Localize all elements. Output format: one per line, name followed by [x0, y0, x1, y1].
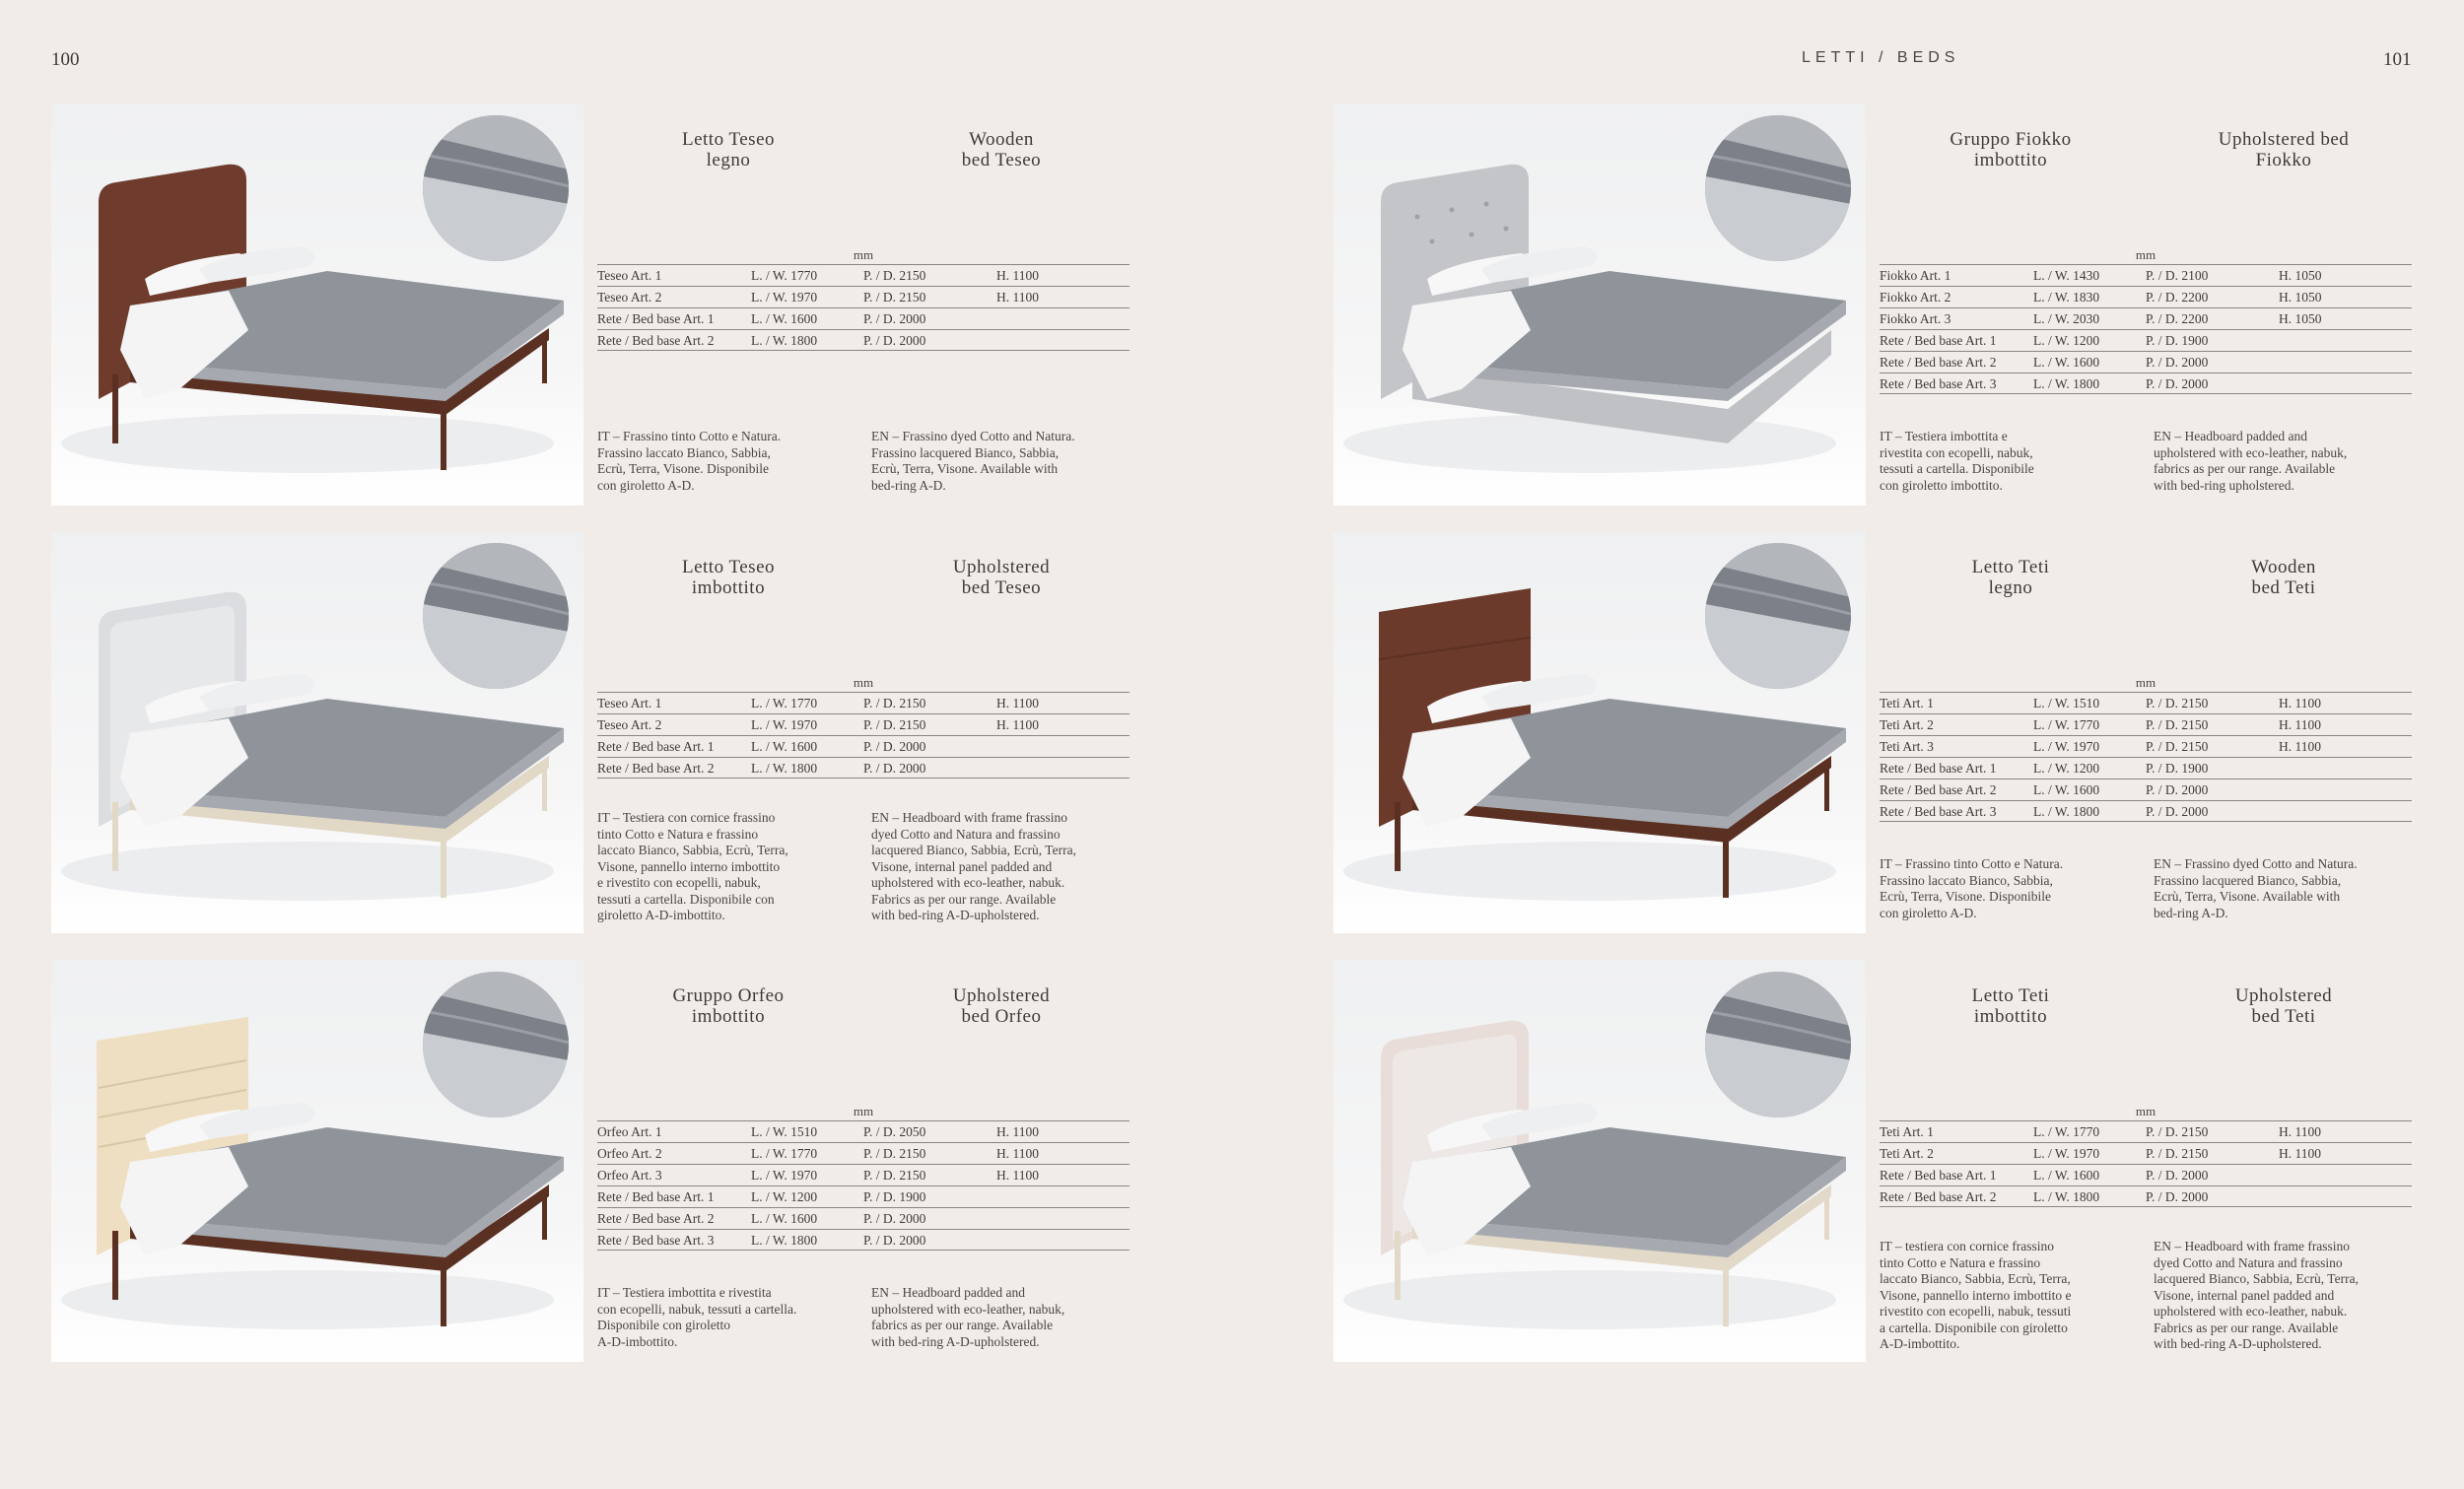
- width-cell: L. / W. 1800: [751, 1233, 818, 1248]
- height-cell: H. 1100: [996, 1168, 1039, 1183]
- bed-info: [597, 103, 1129, 508]
- description-english: EN – Headboard with frame frassino dyed Cotto and Natura and frassino lacquered Bianco, Sabbia, Ecrù, Terra, Visone, internal panel padded and upholstered with eco-leather, nabuk. Fabrics as per our range. Available with bed-ring A-D-upholstered.: [2154, 1239, 2359, 1351]
- table-row: [597, 1142, 1129, 1164]
- table-row: [1880, 778, 2412, 800]
- width-cell: L. / W. 1510: [2033, 696, 2100, 711]
- height-cell: H. 1100: [2279, 717, 2321, 732]
- depth-cell: P. / D. 2150: [2146, 717, 2209, 732]
- title-italian: Gruppo Orfeo imbottito: [672, 985, 785, 1027]
- width-cell: L. / W. 1600: [2033, 355, 2100, 370]
- width-cell: L. / W. 1800: [2033, 1189, 2100, 1204]
- article-cell: Teti Art. 2: [1880, 717, 1934, 732]
- width-cell: L. / W. 1970: [751, 290, 818, 305]
- description-italian: IT – Testiera imbottita e rivestita con ecopelli, nabuk, tessuti a cartella. Disponibile con giroletto imbottito.: [1880, 429, 2034, 493]
- title-english: Upholstered bed Teti: [2234, 985, 2333, 1027]
- bed-entry-teti-upholstered: [1334, 960, 2464, 1364]
- depth-cell: P. / D. 2150: [863, 1146, 926, 1161]
- width-cell: L. / W. 1600: [751, 739, 818, 754]
- width-cell: L. / W. 1430: [2033, 268, 2100, 283]
- depth-cell: P. / D. 2150: [863, 1168, 926, 1183]
- depth-cell: P. / D. 2000: [863, 1211, 926, 1226]
- spec-table: [597, 676, 1129, 778]
- table-row: [1880, 1120, 2412, 1142]
- height-cell: H. 1100: [2279, 1146, 2321, 1161]
- table-row: [597, 307, 1129, 329]
- spec-table: [1880, 1105, 2412, 1207]
- article-cell: Rete / Bed base Art. 2: [597, 1211, 715, 1226]
- depth-cell: P. / D. 2150: [863, 696, 926, 711]
- width-cell: L. / W. 1600: [2033, 782, 2100, 797]
- description-english: EN – Frassino dyed Cotto and Natura. Frassino lacquered Bianco, Sabbia, Ecrù, Terra, Visone. Available with bed-ring A-D.: [871, 429, 1075, 493]
- bed-photo-teseo-upholstered: [51, 531, 583, 933]
- fabric-detail-circle: [423, 972, 569, 1117]
- table-row: [597, 286, 1129, 307]
- description-english: EN – Frassino dyed Cotto and Natura. Frassino lacquered Bianco, Sabbia, Ecrù, Terra, Visone. Available with bed-ring A-D.: [2154, 856, 2358, 920]
- title-italian: Letto Teseo imbottito: [681, 557, 776, 598]
- bed-info: [1880, 960, 2412, 1364]
- table-row: [597, 264, 1129, 286]
- title-italian: Letto Teti legno: [1971, 557, 2050, 598]
- article-cell: Fiokko Art. 1: [1880, 268, 1951, 283]
- title-italian: Letto Teti imbottito: [1971, 985, 2050, 1027]
- depth-cell: P. / D. 2000: [863, 761, 926, 776]
- table-row: [597, 1185, 1129, 1207]
- depth-cell: P. / D. 2150: [863, 717, 926, 732]
- table-row: [1880, 329, 2412, 351]
- width-cell: L. / W. 1800: [2033, 376, 2100, 391]
- article-cell: Teseo Art. 2: [597, 717, 662, 732]
- table-row: [597, 1207, 1129, 1229]
- unit-label: mm: [853, 675, 874, 690]
- height-cell: H. 1100: [2279, 739, 2321, 754]
- title-english: Upholstered bed Orfeo: [952, 985, 1051, 1027]
- width-cell: L. / W. 1600: [751, 311, 818, 326]
- spec-table: [597, 1105, 1129, 1251]
- fabric-detail-circle: [1705, 543, 1851, 689]
- depth-cell: P. / D. 2000: [2146, 376, 2209, 391]
- fabric-detail-circle: [1705, 115, 1851, 261]
- article-cell: Rete / Bed base Art. 1: [1880, 333, 1997, 348]
- fabric-detail-circle: [423, 115, 569, 261]
- description-italian: IT – Testiera imbottita e rivestita con ecopelli, nabuk, tessuti a cartella. Disponibile con giroletto A-D-imbottito.: [597, 1285, 797, 1349]
- article-cell: Orfeo Art. 1: [597, 1124, 662, 1139]
- width-cell: L. / W. 1770: [751, 1146, 818, 1161]
- height-cell: H. 1100: [996, 268, 1039, 283]
- bed-photo-teseo-wood: [51, 103, 583, 506]
- table-row: [1880, 351, 2412, 372]
- width-cell: L. / W. 1770: [2033, 1124, 2100, 1139]
- depth-cell: P. / D. 2000: [2146, 1189, 2209, 1204]
- article-cell: Fiokko Art. 3: [1880, 311, 1951, 326]
- depth-cell: P. / D. 2150: [2146, 739, 2209, 754]
- depth-cell: P. / D. 1900: [2146, 761, 2209, 776]
- width-cell: L. / W. 1200: [2033, 333, 2100, 348]
- table-row: [1880, 1185, 2412, 1207]
- table-row: [597, 735, 1129, 757]
- table-row: [1880, 372, 2412, 394]
- table-row: [1880, 1164, 2412, 1185]
- width-cell: L. / W. 1600: [2033, 1168, 2100, 1183]
- title-english: Upholstered bed Fiokko: [2218, 129, 2350, 170]
- width-cell: L. / W. 1970: [751, 1168, 818, 1183]
- height-cell: H. 1100: [2279, 1124, 2321, 1139]
- height-cell: H. 1100: [996, 1146, 1039, 1161]
- depth-cell: P. / D. 2150: [863, 268, 926, 283]
- article-cell: Rete / Bed base Art. 2: [1880, 1189, 1997, 1204]
- article-cell: Rete / Bed base Art. 1: [597, 311, 715, 326]
- article-cell: Rete / Bed base Art. 2: [597, 761, 715, 776]
- height-cell: H. 1100: [996, 717, 1039, 732]
- width-cell: L. / W. 1970: [751, 717, 818, 732]
- table-row: [597, 1120, 1129, 1142]
- width-cell: L. / W. 1970: [2033, 739, 2100, 754]
- fabric-detail-circle: [423, 543, 569, 689]
- table-row: [1880, 307, 2412, 329]
- depth-cell: P. / D. 2150: [2146, 696, 2209, 711]
- article-cell: Orfeo Art. 2: [597, 1146, 662, 1161]
- bed-info: [597, 960, 1129, 1364]
- height-cell: H. 1100: [996, 1124, 1039, 1139]
- width-cell: L. / W. 1770: [751, 268, 818, 283]
- depth-cell: P. / D. 2000: [2146, 782, 2209, 797]
- unit-label: mm: [2135, 1104, 2156, 1118]
- description-english: EN – Headboard padded and upholstered with eco-leather, nabuk, fabrics as per our range. Available with bed-ring upholstered.: [2154, 429, 2348, 493]
- article-cell: Rete / Bed base Art. 3: [1880, 376, 1997, 391]
- depth-cell: P. / D. 2000: [2146, 1168, 2209, 1183]
- article-cell: Rete / Bed base Art. 2: [1880, 782, 1997, 797]
- width-cell: L. / W. 1970: [2033, 1146, 2100, 1161]
- table-row: [1880, 800, 2412, 822]
- title-italian: Letto Teseo legno: [681, 129, 776, 170]
- table-row: [1880, 264, 2412, 286]
- width-cell: L. / W. 1800: [2033, 804, 2100, 819]
- table-row: [1880, 757, 2412, 778]
- article-cell: Teseo Art. 1: [597, 696, 662, 711]
- depth-cell: P. / D. 1900: [863, 1189, 926, 1204]
- article-cell: Rete / Bed base Art. 1: [597, 739, 715, 754]
- bed-photo-teti-upholstered: [1334, 960, 1866, 1362]
- article-cell: Rete / Bed base Art. 3: [1880, 804, 1997, 819]
- article-cell: Teti Art. 1: [1880, 696, 1934, 711]
- title-italian: Gruppo Fiokko imbottito: [1950, 129, 2072, 170]
- spec-table: [597, 248, 1129, 351]
- height-cell: H. 1050: [2279, 311, 2322, 326]
- table-row: [1880, 692, 2412, 713]
- bed-photo-orfeo: [51, 960, 583, 1362]
- description-italian: IT – Frassino tinto Cotto e Natura. Frassino laccato Bianco, Sabbia, Ecrù, Terra, Visone. Disponibile con giroletto A-D.: [597, 429, 782, 493]
- article-cell: Orfeo Art. 3: [597, 1168, 662, 1183]
- article-cell: Rete / Bed base Art. 2: [597, 333, 715, 348]
- height-cell: H. 1100: [996, 290, 1039, 305]
- bed-info: [597, 531, 1129, 935]
- description-italian: IT – testiera con cornice frassino tinto Cotto e Natura e frassino laccato Bianco, Sabbia, Ecrù, Terra, Visone, pannello interno imbottito e rivestito con ecopelli, nabuk, tessuti a cartella. Disponibile con giroletto A-D-imbottito.: [1880, 1239, 2072, 1351]
- page-number-right: 101: [2383, 49, 2412, 70]
- height-cell: H. 1050: [2279, 268, 2322, 283]
- bed-entry-teseo-upholstered: [51, 531, 1190, 935]
- depth-cell: P. / D. 2200: [2146, 311, 2209, 326]
- unit-label: mm: [853, 1104, 874, 1118]
- table-row: [597, 692, 1129, 713]
- depth-cell: P. / D. 2150: [863, 290, 926, 305]
- spec-table: [1880, 248, 2412, 394]
- depth-cell: P. / D. 1900: [2146, 333, 2209, 348]
- bed-photo-teti-wood: [1334, 531, 1866, 933]
- table-row: [597, 757, 1129, 778]
- depth-cell: P. / D. 2000: [863, 311, 926, 326]
- table-row: [1880, 713, 2412, 735]
- width-cell: L. / W. 1770: [2033, 717, 2100, 732]
- article-cell: Teti Art. 3: [1880, 739, 1934, 754]
- bed-photo-fiokko: [1334, 103, 1866, 506]
- width-cell: L. / W. 1200: [751, 1189, 818, 1204]
- unit-label: mm: [2135, 675, 2156, 690]
- depth-cell: P. / D. 2100: [2146, 268, 2209, 283]
- article-cell: Teti Art. 2: [1880, 1146, 1934, 1161]
- width-cell: L. / W. 1510: [751, 1124, 818, 1139]
- section-title: LETTI / BEDS: [1802, 49, 1960, 66]
- width-cell: L. / W. 1800: [751, 761, 818, 776]
- bed-entry-teseo-wood: [51, 103, 1190, 508]
- table-row: [597, 329, 1129, 351]
- width-cell: L. / W. 1600: [751, 1211, 818, 1226]
- height-cell: H. 1100: [996, 696, 1039, 711]
- article-cell: Teseo Art. 2: [597, 290, 662, 305]
- table-row: [1880, 735, 2412, 757]
- unit-label: mm: [2135, 247, 2156, 262]
- depth-cell: P. / D. 2200: [2146, 290, 2209, 305]
- width-cell: L. / W. 1830: [2033, 290, 2100, 305]
- depth-cell: P. / D. 2000: [2146, 804, 2209, 819]
- bed-entry-fiokko: [1334, 103, 2464, 508]
- width-cell: L. / W. 1770: [751, 696, 818, 711]
- article-cell: Teti Art. 1: [1880, 1124, 1934, 1139]
- height-cell: H. 1050: [2279, 290, 2322, 305]
- table-row: [597, 1164, 1129, 1185]
- description-italian: IT – Testiera con cornice frassino tinto Cotto e Natura e frassino laccato Bianco, Sabbia, Ecrù, Terra, Visone, pannello interno imbottito e rivestito con ecopelli, nabuk, tessuti a cartella. Disponibile con giroletto A-D-imbottito.: [597, 810, 788, 922]
- table-row: [597, 1229, 1129, 1251]
- article-cell: Rete / Bed base Art. 1: [1880, 761, 1997, 776]
- bed-entry-orfeo: [51, 960, 1190, 1364]
- description-english: EN – Headboard padded and upholstered with eco-leather, nabuk, fabrics as per our range. Available with bed-ring A-D-upholstered.: [871, 1285, 1065, 1349]
- title-english: Upholstered bed Teseo: [952, 557, 1051, 598]
- article-cell: Rete / Bed base Art. 1: [1880, 1168, 1997, 1183]
- description-english: EN – Headboard with frame frassino dyed Cotto and Natura and frassino lacquered Bianco, Sabbia, Ecrù, Terra, Visone, internal panel padded and upholstered with eco-leather, nabuk. Fabrics as per our range. Available with bed-ring A-D-upholstered.: [871, 810, 1076, 922]
- table-row: [597, 713, 1129, 735]
- article-cell: Teseo Art. 1: [597, 268, 662, 283]
- width-cell: L. / W. 1800: [751, 333, 818, 348]
- unit-label: mm: [853, 247, 874, 262]
- bed-info: [1880, 103, 2412, 508]
- depth-cell: P. / D. 2000: [863, 333, 926, 348]
- width-cell: L. / W. 2030: [2033, 311, 2100, 326]
- width-cell: L. / W. 1200: [2033, 761, 2100, 776]
- depth-cell: P. / D. 2000: [863, 1233, 926, 1248]
- page-number-left: 100: [51, 49, 80, 70]
- article-cell: Rete / Bed base Art. 1: [597, 1189, 715, 1204]
- title-english: Wooden bed Teseo: [961, 129, 1042, 170]
- depth-cell: P. / D. 2000: [863, 739, 926, 754]
- bed-info: [1880, 531, 2412, 935]
- fabric-detail-circle: [1705, 972, 1851, 1117]
- depth-cell: P. / D. 2150: [2146, 1146, 2209, 1161]
- height-cell: H. 1100: [2279, 696, 2321, 711]
- depth-cell: P. / D. 2150: [2146, 1124, 2209, 1139]
- article-cell: Rete / Bed base Art. 2: [1880, 355, 1997, 370]
- spec-table: [1880, 676, 2412, 822]
- bed-entry-teti-wood: [1334, 531, 2464, 935]
- depth-cell: P. / D. 2050: [863, 1124, 926, 1139]
- depth-cell: P. / D. 2000: [2146, 355, 2209, 370]
- description-italian: IT – Frassino tinto Cotto e Natura. Frassino laccato Bianco, Sabbia, Ecrù, Terra, Visone. Disponibile con giroletto A-D.: [1880, 856, 2064, 920]
- article-cell: Rete / Bed base Art. 3: [597, 1233, 715, 1248]
- table-row: [1880, 286, 2412, 307]
- table-row: [1880, 1142, 2412, 1164]
- title-english: Wooden bed Teti: [2251, 557, 2316, 598]
- article-cell: Fiokko Art. 2: [1880, 290, 1951, 305]
